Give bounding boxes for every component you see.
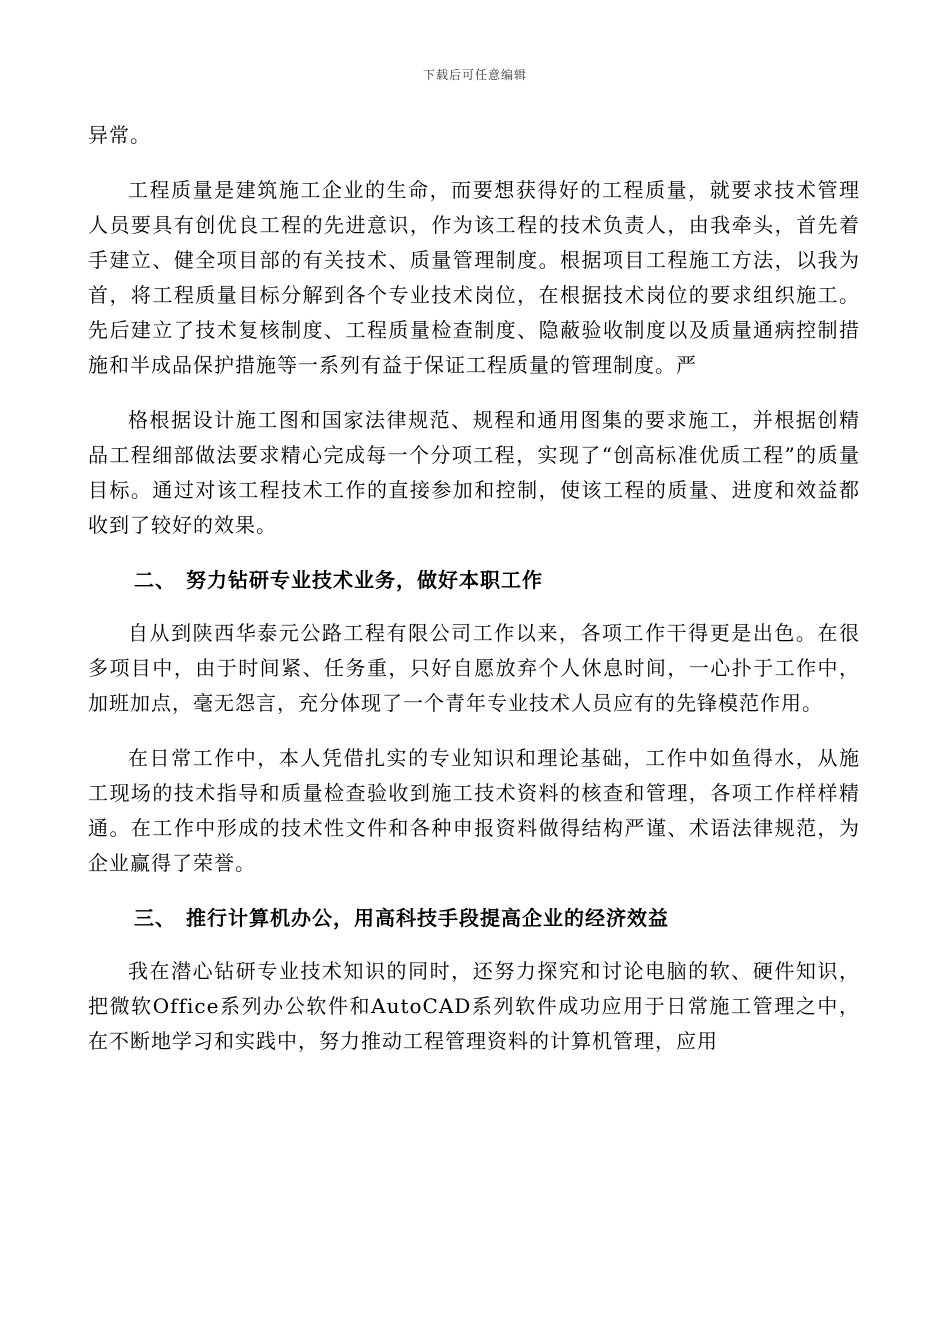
section-heading-3 bbox=[88, 901, 860, 936]
paragraph-standards: 格根据设计施工图和国家法律规范、规程和通用图集的要求施工，并根据创精品工程细部做法要求精心完成每一个分项工程，实现了“创高标准优质工程”的质量目标。通过对该工程技术工作的直接参加和控制，使该工程的质量、进度和效益都收到了较好的效果。 bbox=[88, 408, 860, 537]
document-body bbox=[88, 118, 860, 1079]
section-heading-2 bbox=[88, 563, 860, 598]
paragraph-continuation: 异常。 bbox=[88, 123, 151, 147]
section-title: 努力钻研专业技术业务，做好本职工作 bbox=[186, 568, 543, 592]
paragraph-daily-work: 在日常工作中，本人凭借扎实的专业知识和理论基础，工作中如鱼得水，从施工现场的技术指导和质量检查验收到施工技术资料的核查和管理，各项工作样样精通。在工作中形成的技术性文件和各种申报资料做得结构严谨、术语法律规范，为企业赢得了荣誉。 bbox=[88, 746, 860, 875]
section-number: 三、 bbox=[134, 906, 176, 930]
paragraph-company-work: 自从到陕西华泰元公路工程有限公司工作以来，各项工作干得更是出色。在很多项目中，由于时间紧、任务重，只好自愿放弃个人休息时间，一心扑于工作中，加班加点，毫无怨言，充分体现了一个青年专业技术人员应有的先锋模范作用。 bbox=[88, 621, 860, 715]
paragraph-computer-office: 我在潜心钻研专业技术知识的同时，还努力探究和讨论电脑的软、硬件知识，把微软Office系列办公软件和AutoCAD系列软件成功应用于日常施工管理之中，在不断地学习和实践中，努力推动工程管理资料的计算机管理，应用 bbox=[88, 959, 860, 1053]
section-number: 二、 bbox=[134, 568, 176, 592]
section-title: 推行计算机办公，用高科技手段提高企业的经济效益 bbox=[186, 906, 669, 930]
page-header: 下载后可任意编辑 bbox=[422, 68, 527, 82]
paragraph-quality: 工程质量是建筑施工企业的生命，而要想获得好的工程质量，就要求技术管理人员要具有创优良工程的先进意识，作为该工程的技术负责人，由我牵头，首先着手建立、健全项目部的有关技术、质量管理制度。根据项目工程施工方法，以我为首，将工程质量目标分解到各个专业技术岗位，在根据技术岗位的要求组织施工。先后建立了技术复核制度、工程质量检查制度、隐蔽验收制度以及质量通病控制措施和半成品保护措施等一系列有益于保证工程质量的管理制度。严 bbox=[88, 178, 860, 377]
